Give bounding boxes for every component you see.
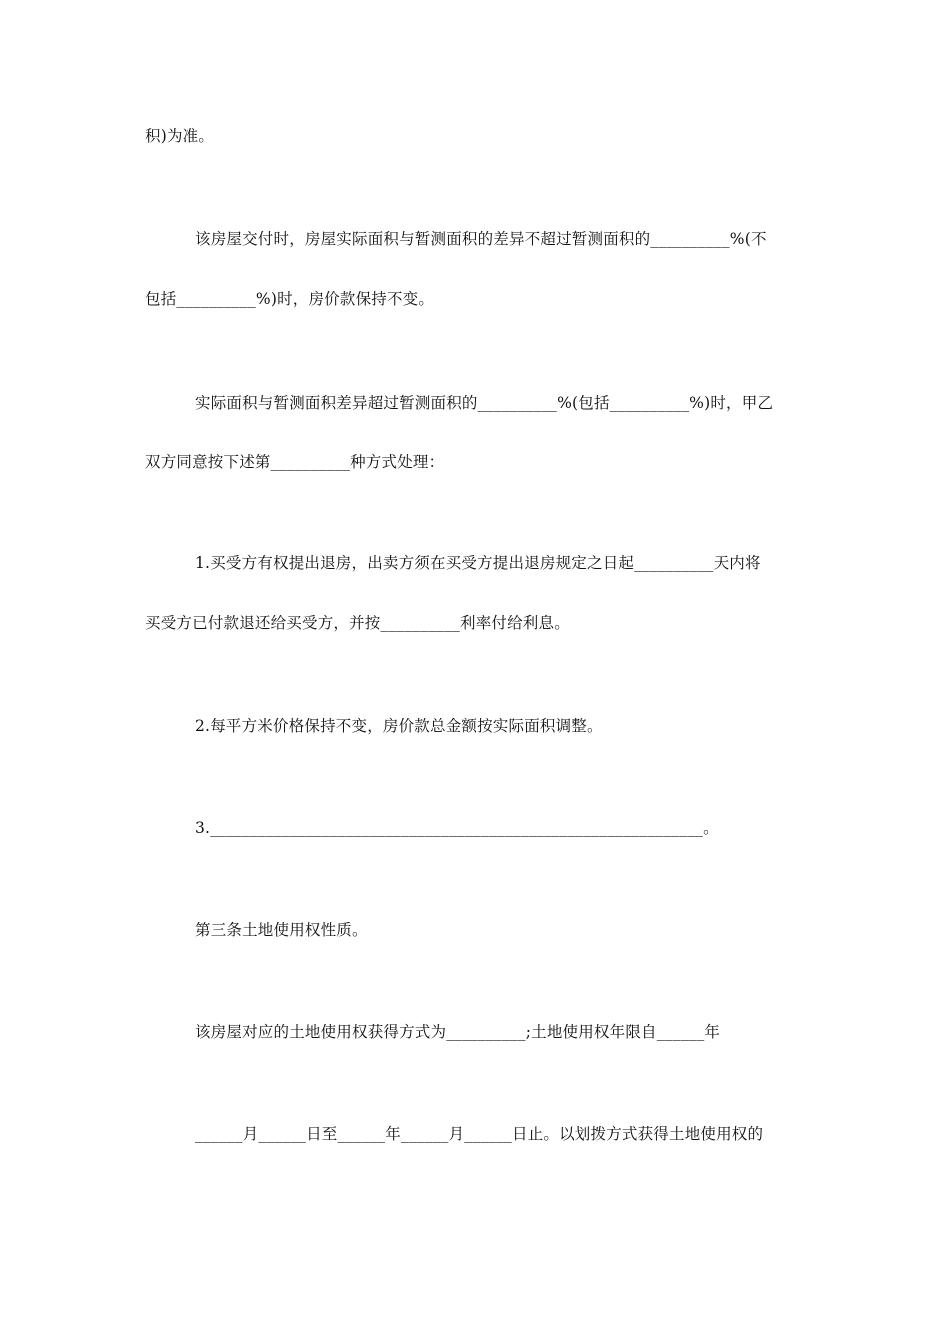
paragraph-line: 包括__________%)时，房价款保持不变。 xyxy=(145,290,435,308)
paragraph-line: ______月______日至______年______月______日止。以划拨方式获得土地使用权的 xyxy=(195,1125,764,1143)
paragraph-line: 该房屋对应的土地使用权获得方式为__________;土地使用权年限自______年 xyxy=(195,1023,721,1041)
paragraph-line: 积)为准。 xyxy=(145,127,215,145)
list-item-line: 买受方已付款退还给买受方，并按__________利率付给利息。 xyxy=(145,614,570,632)
paragraph-line: 该房屋交付时，房屋实际面积与暂测面积的差异不超过暂测面积的__________%(不 xyxy=(195,230,767,248)
list-item-line: 2.每平方米价格保持不变，房价款总金额按实际面积调整。 xyxy=(195,717,603,735)
paragraph-line: 实际面积与暂测面积差异超过暂测面积的__________%(包括__________%)时，甲乙 xyxy=(195,394,774,412)
section-heading: 第三条土地使用权性质。 xyxy=(195,921,368,939)
paragraph-line: 双方同意按下述第__________种方式处理： xyxy=(145,453,445,471)
list-item-line: 1.买受方有权提出退房，出卖方须在买受方提出退房规定之日起__________天内将 xyxy=(195,554,761,572)
list-item-line: 3.______________________________________________________________。 xyxy=(195,819,719,837)
